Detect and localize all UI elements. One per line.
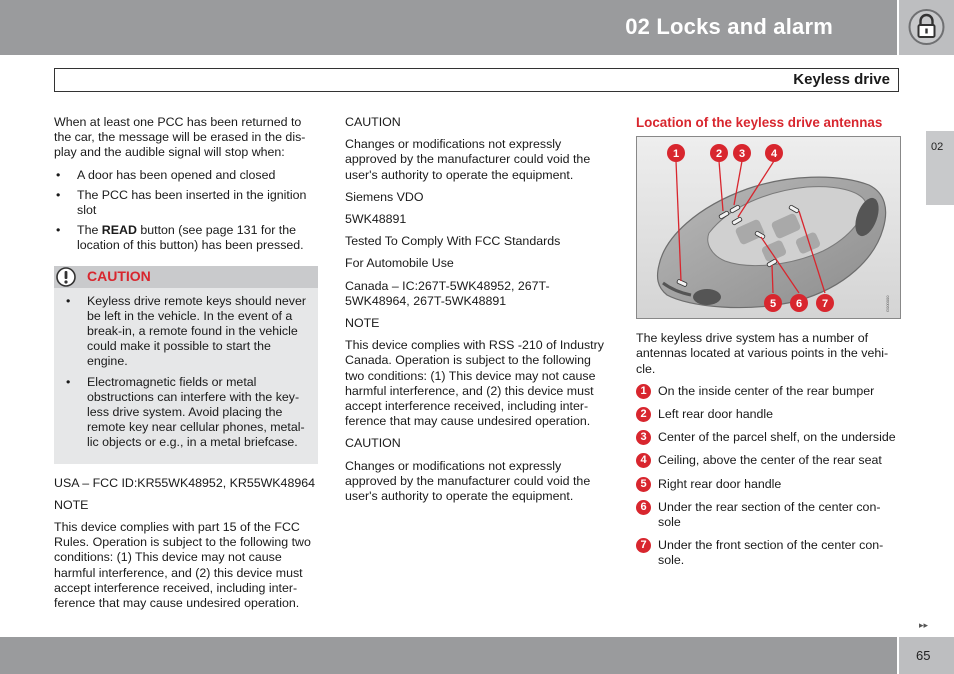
legend-number: 7	[636, 538, 651, 553]
callout-2	[710, 144, 728, 162]
list-item: • Electromagnetic fields or metal obstructions can interfere with the key-less drive system. Avoid placing the remote key near cellular phones, metal-lic objects or e.g., in a metal briefcase.	[64, 375, 310, 451]
svg-text:5: 5	[769, 298, 777, 311]
legend-item: 5 Right rear door handle	[636, 477, 901, 492]
svg-text:2: 2	[715, 148, 723, 161]
antenna-intro: The keyless drive system has a number of antennas located at various points in the vehi-cle.	[636, 331, 889, 376]
legend-item: 6 Under the rear section of the center con-sole	[636, 500, 901, 530]
figure-code: G000000	[885, 295, 890, 313]
tested-statement: Tested To Comply With FCC Standards	[345, 234, 561, 249]
column-3	[636, 115, 901, 577]
caution-title: CAUTION	[87, 267, 151, 284]
pcc-intro: When at least one PCC has been returned to the car, the message will be erased in the dis-play and the audible signal will stop when:	[54, 115, 306, 160]
note-label: NOTE	[54, 497, 89, 512]
antenna-location-heading: Location of the keyless drive antennas	[636, 115, 883, 130]
list-item: • The PCC has been inserted in the ignition slot	[54, 188, 318, 218]
legend-number: 5	[636, 477, 651, 492]
svg-text:4: 4	[770, 148, 778, 161]
page-number: 65	[916, 648, 931, 663]
svg-text:7: 7	[821, 298, 829, 311]
caution-label: CAUTION	[345, 115, 401, 129]
caution-label: CAUTION	[345, 436, 401, 451]
legend-item: 7 Under the front section of the center con-sole.	[636, 538, 901, 568]
fcc-compliance-text: This device complies with part 15 of the FCC Rules. Operation is subject to the following two conditions: (1) This device may not cause harmful interference, and (2) this device must accept interference received, including inter-ference that may cause undesired operation.	[54, 520, 311, 611]
manufacturer: Siemens VDO	[345, 189, 424, 204]
automobile-use: For Automobile Use	[345, 256, 454, 271]
legend-item: 2 Left rear door handle	[636, 407, 901, 422]
callout-5	[764, 294, 782, 312]
padlock-icon	[908, 8, 945, 46]
chapter-icon-box	[899, 0, 954, 55]
list-item: • Keyless drive remote keys should never be left in the vehicle. In the event of a break-in, a remote found in the vehicle could make it possible to start the engine.	[64, 294, 310, 370]
rss-compliance-text: This device complies with RSS -210 of Industry Canada. Operation is subject to the following two conditions: (1) This device may not cause harmful interference, and (2) this device must accept interference received, including inter-ference that may cause undesired operation.	[345, 338, 604, 429]
legend-item: 1 On the inside center of the rear bumper	[636, 384, 901, 399]
pcc-conditions-list	[54, 168, 318, 254]
section-header	[54, 68, 899, 92]
read-button-label: READ	[101, 223, 137, 238]
legend-number: 2	[636, 407, 651, 422]
svg-text:3: 3	[738, 148, 746, 161]
legend-number: 4	[636, 453, 651, 468]
chapter-tab-label: 02	[931, 141, 944, 153]
caution-box	[54, 266, 318, 464]
note-label: NOTE	[345, 316, 380, 331]
caution-list	[54, 288, 318, 451]
list-item: • The READ button (see page 131 for the location of this button) has been pressed.	[54, 223, 318, 253]
callout-4	[765, 144, 783, 162]
legend-number: 3	[636, 430, 651, 445]
svg-text:6: 6	[795, 298, 803, 311]
legend-item: 3 Center of the parcel shelf, on the underside	[636, 430, 901, 445]
column-2	[345, 115, 609, 511]
chapter-side-tab[interactable]	[926, 131, 954, 205]
chapter-header-bar	[0, 0, 897, 55]
legend-number: 6	[636, 500, 651, 515]
canada-ic: Canada – IC:267T-5WK48952, 267T-5WK48964, 267T-5WK48891	[345, 278, 550, 308]
callout-1	[667, 144, 685, 162]
legend-item: 4 Ceiling, above the center of the rear seat	[636, 453, 901, 468]
list-item: • A door has been opened and closed	[54, 168, 318, 183]
section-title: Keyless drive	[793, 71, 890, 88]
chapter-title: 02 Locks and alarm	[625, 14, 833, 39]
callout-7	[816, 294, 834, 312]
car-illustration	[637, 137, 900, 318]
footer-bar	[0, 637, 897, 674]
fcc-id: USA – FCC ID:KR55WK48952, KR55WK48964	[54, 475, 316, 490]
caution-text: Changes or modifications not expressly approved by the manufacturer could void the user's authority to operate the equipment.	[345, 137, 591, 182]
antenna-location-figure	[636, 136, 901, 319]
column-1	[54, 115, 318, 618]
caution-header	[54, 266, 318, 288]
svg-text:1: 1	[672, 148, 680, 161]
caution-text: Changes or modifications not expressly approved by the manufacturer could void the user's authority to operate the equipment.	[345, 458, 591, 504]
warning-exclamation-icon	[56, 267, 76, 287]
antenna-legend	[636, 384, 901, 569]
next-page-arrows-icon[interactable]: ▸▸	[919, 620, 929, 630]
page-number-box	[899, 637, 954, 674]
callout-3	[733, 144, 751, 162]
callout-6	[790, 294, 808, 312]
model-number: 5WK48891	[345, 212, 407, 227]
legend-number: 1	[636, 384, 651, 399]
